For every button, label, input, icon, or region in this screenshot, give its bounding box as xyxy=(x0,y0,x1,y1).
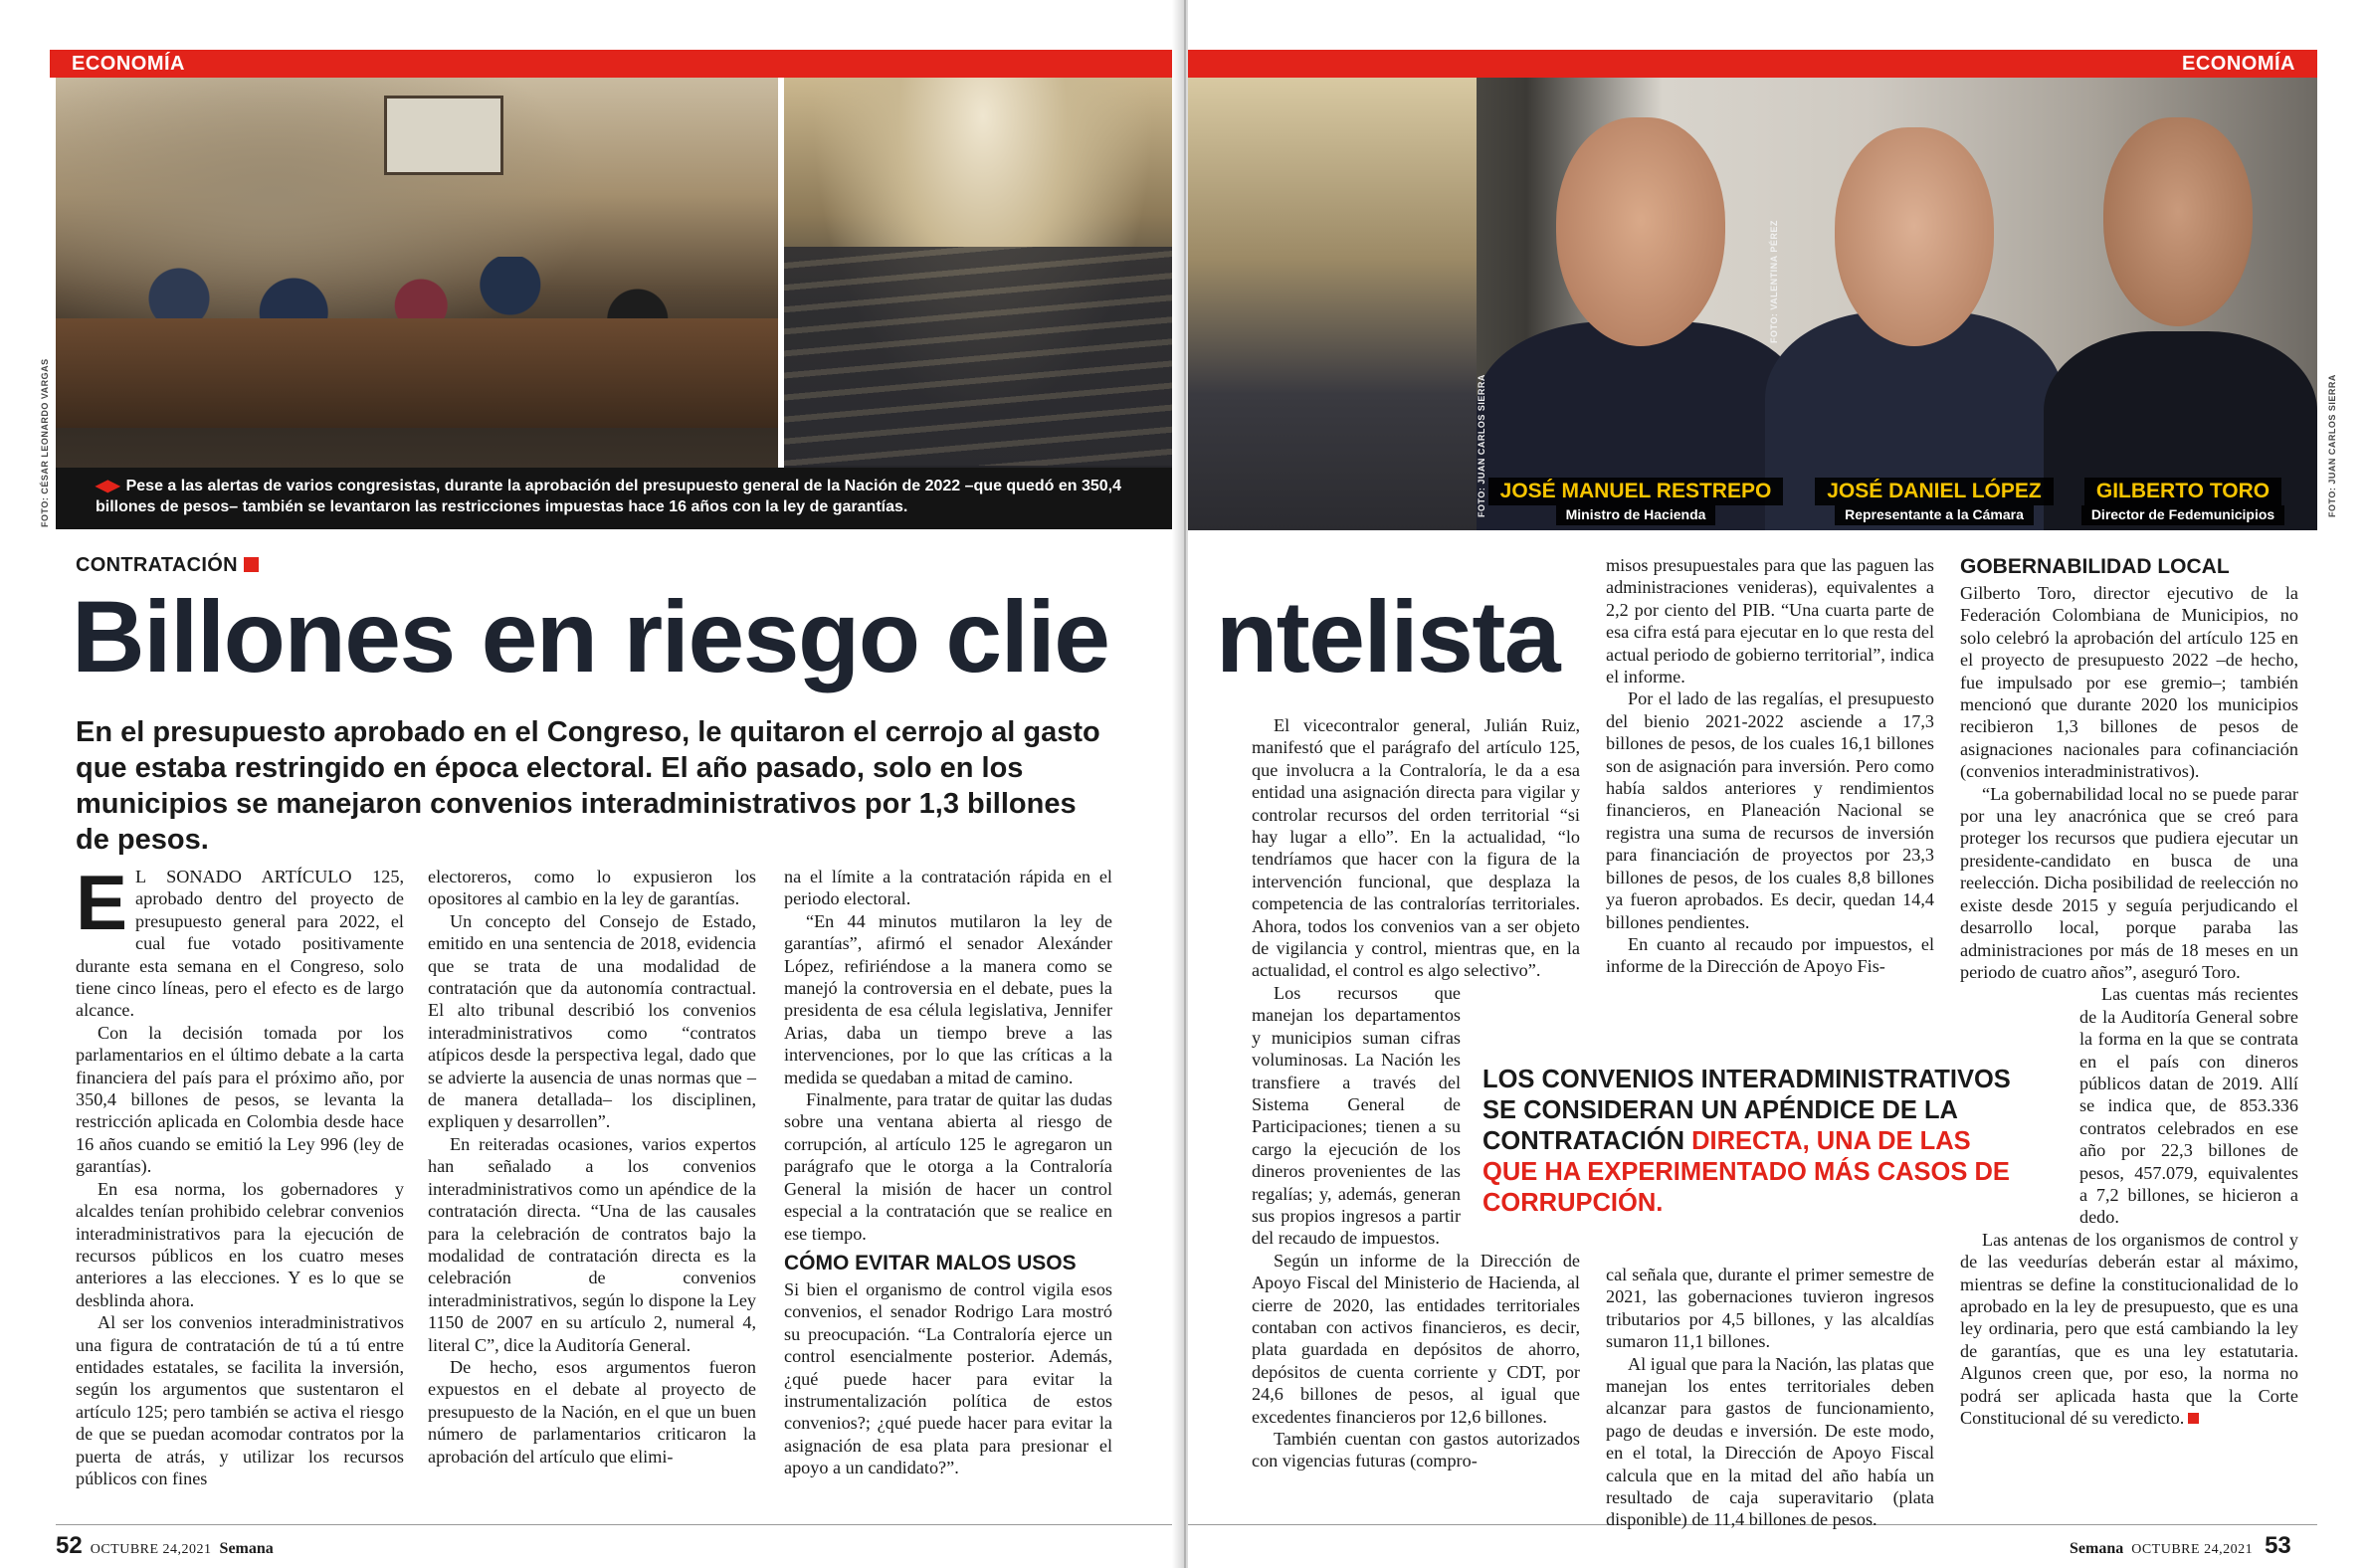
person-role: Ministro de Hacienda xyxy=(1556,505,1716,525)
portrait-lopez xyxy=(1765,78,2064,530)
paragraph xyxy=(1960,1229,2298,1430)
photo-caption xyxy=(56,468,1182,529)
page-number: 52 xyxy=(56,1532,83,1559)
left-page xyxy=(0,0,1182,1568)
section-label: ECONOMÍA xyxy=(1188,50,2317,78)
chamber-screen xyxy=(384,96,503,175)
magazine-name: Semana xyxy=(2070,1540,2124,1557)
column-5-bottom xyxy=(1606,1264,1934,1531)
pull-quote-black: LOS CONVENIOS INTERADMINISTRATIVOS SE CONSIDERAN UN APÉNDICE DE LA CONTRATACIÓN xyxy=(1482,1066,2011,1155)
name-tag-restrepo xyxy=(1486,478,1785,525)
person-role: Representante a la Cámara xyxy=(1835,505,2034,525)
paragraph: Un concepto del Consejo de Estado, emitido en una sentencia de 2018, evidencia que se trata de una modalidad de contratación que da autonomía contractual. El alto tribunal describió los convenios interadministrativos como “contratos atípicos desde la perspectiva legal, dado que se advierte la ausencia de unas normas que –de manera detallada– los disciplinen, expliquen y desarrollen”. xyxy=(428,910,756,1132)
bottom-rule xyxy=(56,1524,1182,1525)
folio-right xyxy=(2070,1532,2291,1560)
column-1 xyxy=(76,859,404,1489)
person-name: JOSÉ MANUEL RESTREPO xyxy=(1488,478,1784,505)
paragraph: Por el lado de las regalías, el presupuesto del bienio 2021-2022 asciende a 17,3 billones de pesos, de los cuales 16,1 billones son de asignación para inversión. Pero como había saldos anteriores y rendimientos financieros, en Planeación Nacional se registra una suma de recursos de inversión para financiación de proyectos por 23,3 billones de pesos, de los cuales 8,8 billones ya fueron aprobados. Es decir, quedan 14,4 billones pendientes. xyxy=(1606,688,1934,932)
paragraph: L SONADO ARTÍCULO 125, aprobado dentro del proyecto de presupuesto general para 2022, el cual fue votado positivamente durante esta semana en el Congreso, solo tiene cinco líneas, pero el efecto es de largo alcance. xyxy=(76,867,404,1021)
name-tag-lopez xyxy=(1795,478,2074,525)
paragraph: Las cuentas más recientes de la Auditoría General sobre la forma en la que se contrata en el país con dineros públicos datan de 2019. Allí se indica que, de 853.336 contratos celebrados en ese año por 22,3 billones de pesos, 457.079, equivalentes a 7,2 billones, se hicieron a dedo. xyxy=(2079,984,2298,1228)
portrait-restrepo xyxy=(1477,78,1805,530)
paragraph: Los recursos que manejan los departamentos y municipios suman cifras voluminosas. La Nación les transfiere a través del Sistema General de Participaciones; tienen a su cargo la ejecución de los dineros provenientes de las regalías; y, además, generan sus propios ingresos a partir del recaudo de impuestos. xyxy=(1252,982,1461,1249)
paragraph: En reiteradas ocasiones, varios expertos han señalado a los convenios interadministrativos como un apéndice de la contratación directa. “Una de las causales para la celebración de contratos bajo la modalidad de contratación directa es la celebración de convenios interadministrativos, según lo dispone la Ley 1150 de 2007 en su artículo 2, numeral 4, literal C”, dice la Auditoría General. xyxy=(428,1133,756,1355)
congress-photo-1 xyxy=(56,78,778,468)
portrait-toro xyxy=(2044,78,2317,530)
photo-credit-2: FOTO: VALENTINA PÉREZ xyxy=(1769,220,1779,343)
chamber-background xyxy=(1188,78,1477,530)
issue-date: OCTUBRE 24,2021 xyxy=(2131,1542,2254,1557)
subheading: GOBERNABILIDAD LOCAL xyxy=(1960,555,2230,578)
paragraph: Al ser los convenios interadministrativos una figura de contratación de tú a tú entre entidades estatales, se facilita la inversión, según los argumentos que sustentaron el artículo 125; pero también se activa el riesgo de que se puedan acomodar contratos por la puerta de atrás, y utilizar los recursos públicos con fines xyxy=(76,1312,404,1488)
caption-triangle-icon: ◀▶ xyxy=(96,478,120,494)
paragraph: El vicecontralor general, Julián Ruiz, manifestó que el parágrafo del artículo 125, que involucra a la Contraloría, le da a esa entidad una asignación directa para vigilar y controlar recursos del orden territorial “si hay lugar a ello”. En la actualidad, “lo tendríamos que hacer con la figura de la intervención funcional, que desplaza la competencia de las contralorías territoriales. Ahora, todos los convenios van a ser objeto de vigilancia y control, mientras que, en la actualidad, el control es algo selectivo”. xyxy=(1252,715,1580,981)
kicker xyxy=(76,554,259,577)
pull-quote xyxy=(1479,1061,2036,1223)
paragraph: Según un informe de la Dirección de Apoyo Fiscal del Ministerio de Hacienda, al cierre de 2020, las entidades territoriales contaban con activos financieros, es decir, plata guardada en depósitos de ahorro, depósitos de cuenta corriente y CDT, por 24,6 billones de pesos, al igual que excedentes financieros por 12,6 billones. xyxy=(1252,1250,1580,1427)
paragraph: na el límite a la contratación rápida en el periodo electoral. xyxy=(784,867,1112,909)
photo-credit-3: FOTO: JUAN CARLOS SIERRA xyxy=(2327,374,2337,517)
photo-credit-1: FOTO: JUAN CARLOS SIERRA xyxy=(1477,374,1486,517)
kicker-square-icon xyxy=(244,557,259,572)
section-label: ECONOMÍA xyxy=(50,50,1182,78)
photo-caption-text: Pese a las alertas de varios congresistas, durante la aprobación del presupuesto general de la Nación de 2022 –que quedó en 350,4 billones de pesos– también se levantaron las restricciones impuestas hace 16 años con la ley de garantías. xyxy=(96,478,1121,515)
congress-photo-2 xyxy=(784,78,1182,468)
issue-date: OCTUBRE 24,2021 xyxy=(90,1542,212,1557)
paragraph: En esa norma, los gobernadores y alcaldes tenían prohibido celebrar convenios interadministrativos para la ejecución de recursos públicos en los cuatro meses anteriores a las elecciones. Y es lo que se desblinda ahora. xyxy=(76,1178,404,1310)
end-mark-icon xyxy=(2188,1413,2199,1424)
pull-quote-red: DIRECTA, UNA DE LAS QUE HA EXPERIMENTADO MÁS CASOS DE CORRUPCIÓN. xyxy=(1482,1127,2010,1217)
folio-left xyxy=(56,1532,274,1560)
paragraph: “En 44 minutos mutilaron la ley de garantías”, afirmó el senador Alexánder López, refiriéndose a la manera como se manejó la controversia en el debate, pues la presidenta de esa célula legislativa, Jennifer Arias, daba un tiempo breve a las intervenciones, por lo que las críticas a la medida se quedaban a mitad de camino. xyxy=(784,910,1112,1087)
paragraph: Si bien el organismo de control vigila esos convenios, el senador Rodrigo Lara mostró su preocupación. “La Contraloría ejerce un control esencialmente posterior. Además, ¿qué puede hacer para evitar la instrumentalización política de estos convenios?; ¿qué puede hacer para evitar la asignación de esa plata para presionar el apoyo a un candidato?”. xyxy=(784,1278,1112,1478)
paragraph: “La gobernabilidad local no se puede parar por una ley anacrónica que se creó para proteger los recursos que pudiera ejecutar un presidente-candidato en busca de una reelección. Dicha posibilidad de reelección no existe desde 2015 y seguía perjudicando el desarrollo local, porque paraba las administraciones por más de 18 meses en un periodo de cuatro años”, aseguró Toro. xyxy=(1960,783,2298,982)
name-tag-toro xyxy=(2064,478,2302,525)
paragraph: De hecho, esos argumentos fueron expuestos en el debate al proyecto de presupuesto de la Nación, en el que un buen número de parlamentarios criticaron la aprobación del artículo que elimi- xyxy=(428,1356,756,1467)
paragraph: cal señala que, durante el primer semestre de 2021, las gobernaciones tuvieron ingresos tributarios por 4,5 billones, y las alcaldías sumaron 11,1 billones. xyxy=(1606,1265,1934,1352)
kicker-text: CONTRATACIÓN xyxy=(76,554,238,576)
paragraph: misos presupuestales para que las paguen las administraciones venideras), equivalentes a 2,2 por ciento del PIB. “Una cuarta parte de esa cifra está para ejecutar en lo que resta del actual periodo de gobierno territorial”, indica el informe. xyxy=(1606,555,1934,687)
photo-credit-left: FOTO: CÉSAR LEONARDO VARGAS xyxy=(40,358,50,527)
column-6 xyxy=(1960,554,2298,1429)
paragraph: Al igual que para la Nación, las platas que manejan los entes territoriales deben alcanzar para gastos de funcionamiento, pago de deudas e inversión. De este modo, en el total, la Dirección de Apoyo Fiscal calcula que en la mitad del año había un resultado de caja superavitario (plata disponible) de 11,4 billones de pesos. xyxy=(1606,1353,1934,1530)
deck: En el presupuesto aprobado en el Congreso, le quitaron el cerrojo al gasto que estaba restringido en época electoral. El año pasado, solo en los municipios se manejaron convenios interadministrativos por 1,3 billones de pesos. xyxy=(76,716,1100,856)
paragraph: También cuentan con gastos autorizados con vigencias futuras (compro- xyxy=(1252,1429,1580,1471)
headline-right: ntelista xyxy=(1216,580,1560,693)
paragraph: Con la decisión tomada por los parlamentarios en el último debate a la carta financiera del país para el próximo año, por 350,4 billones de pesos, se levanta la restricción aplicada en Colombia desde hace 16 años cuando se emitió la Ley 996 (ley de garantías). xyxy=(76,1022,404,1177)
chamber-desk xyxy=(56,318,778,428)
person-name: GILBERTO TORO xyxy=(2084,478,2281,505)
paragraph: electoreros, como lo expusieron los opositores al cambio en la ley de garantías. xyxy=(428,867,756,909)
magazine-name: Semana xyxy=(219,1540,274,1557)
column-2 xyxy=(428,866,756,1468)
paragraph: En cuanto al recaudo por impuestos, el informe de la Dirección de Apoyo Fis- xyxy=(1606,933,1934,977)
headline-left: Billones en riesgo clie xyxy=(72,580,1109,693)
dropcap: E xyxy=(76,859,128,946)
paragraph: Finalmente, para tratar de quitar las dudas sobre una ventana abierta al riesgo de corrupción, al artículo 125 le agregaron un parágrafo que le otorga a la Contraloría General la misión de hacer un control especial a la contratación que se realice en ese tiempo. xyxy=(784,1089,1112,1244)
paragraph: Gilberto Toro, director ejecutivo de la Federación Colombiana de Municipios, no solo celebró la aprobación del artículo 125 en el proyecto de presupuesto 2022 –de hecho, fue impulsado por ese gremio–; también mencionó que durante 2020 los municipios recibieron 1,3 billones de pesos de asignaciones nacionales para cofinanciación (convenios interadministrativos). xyxy=(1960,583,2298,782)
column-5-top xyxy=(1606,554,1934,978)
person-name: JOSÉ DANIEL LÓPEZ xyxy=(1815,478,2054,505)
paragraph-text: Las antenas de los organismos de control y de las veedurías deberán estar al máximo, mientras se define la constitucionalidad de lo aprobado en la ley de presupuesto, que es una ley ordinaria, pero que está cambiando la ley de garantías, que es una ley estatutaria. Algunos creen que, por eso, la norma no podrá ser aplicada hasta que la Corte Constitucional dé su veredicto. xyxy=(1960,1229,2298,1429)
chamber-rows xyxy=(784,247,1182,466)
column-3 xyxy=(784,866,1112,1479)
person-role: Director de Fedemunicipios xyxy=(2081,505,2284,525)
page-number: 53 xyxy=(2265,1532,2291,1559)
officials-photo xyxy=(1188,78,2317,530)
subheading: CÓMO EVITAR MALOS USOS xyxy=(784,1251,1077,1274)
